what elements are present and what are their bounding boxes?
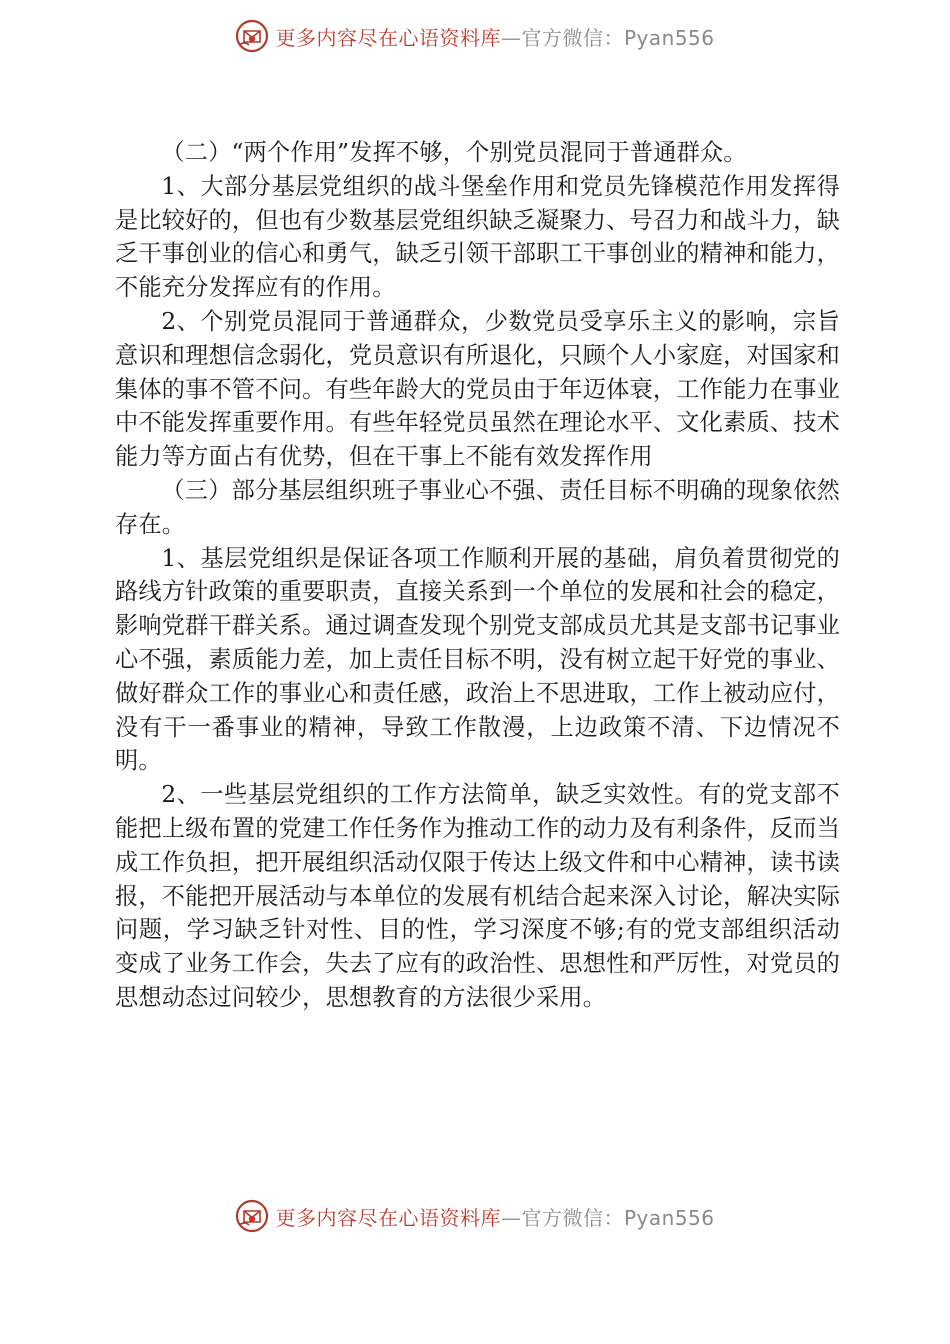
watermark-text (275, 1202, 714, 1231)
sealed-envelope-logo-icon (235, 19, 269, 53)
watermark-account: Pyan556 (623, 25, 715, 50)
watermark-header (0, 14, 950, 58)
watermark-dash: — (500, 1205, 522, 1230)
paragraph: 2、个别党员混同于普通群众，少数党员受享乐主义的影响，宗旨意识和理想信念弱化，党员意识有所退化，只顾个人小家庭，对国家和集体的事不管不问。有些年龄大的党员由于年迈体衰，工作能力在事业中不能发挥重要作用。有些年轻党员虽然在理论水平、文化素质、技术能力等方面占有优势，但在干事上不能有效发挥作用 (115, 307, 841, 471)
paragraph: 1、大部分基层党组织的战斗堡垒作用和党员先锋模范作用发挥得是比较好的，但也有少数基层党组织缺乏凝聚力、号召力和战斗力，缺乏干事创业的信心和勇气，缺乏引领干部职工干事创业的精神和能力，不能充分发挥应有的作用。 (115, 172, 841, 302)
section-heading-two: （二）“两个作用”发挥不够，个别党员混同于普通群众。 (161, 139, 747, 166)
watermark-dash: — (500, 25, 522, 50)
watermark-site-name: 更多内容尽在心语资料库 (275, 25, 501, 50)
watermark-account: Pyan556 (623, 1205, 715, 1230)
watermark-wechat-label: 官方微信： (521, 25, 624, 50)
paragraph: 2、一些基层党组织的工作方法简单，缺乏实效性。有的党支部不能把上级布置的党建工作任务作为推动工作的动力及有利条件，反而当成工作负担，把开展组织活动仅限于传达上级文件和中心精神，读书读报，不能把开展活动与本单位的发展有机结合起来深入讨论，解决实际问题，学习缺乏针对性、目的性，学习深度不够;有的党支部组织活动变成了业务工作会，失去了应有的政治性、思想性和严厉性，对党员的思想动态过问较少，思想教育的方法很少采用。 (115, 781, 841, 1011)
paragraph: 1、基层党组织是保证各项工作顺利开展的基础，肩负着贯彻党的路线方针政策的重要职责，直接关系到一个单位的发展和社会的稳定，影响党群干群关系。通过调查发现个别党支部成员尤其是支部书记事业心不强，素质能力差，加上责任目标不明，没有树立起干好党的事业、做好群众工作的事业心和责任感，政治上不思进取，工作上被动应付，没有干一番事业的精神，导致工作散漫，上边政策不清、下边情况不明。 (115, 544, 841, 775)
watermark-wechat-label: 官方微信： (521, 1205, 624, 1230)
watermark-site-name: 更多内容尽在心语资料库 (275, 1205, 501, 1230)
section-heading-three: （三）部分基层组织班子事业心不强、责任目标不明确的现象依然存在。 (115, 476, 840, 538)
watermark-footer (0, 1194, 950, 1238)
document-body (115, 136, 840, 1015)
watermark-text (275, 22, 714, 51)
sealed-envelope-logo-icon (235, 1199, 269, 1233)
